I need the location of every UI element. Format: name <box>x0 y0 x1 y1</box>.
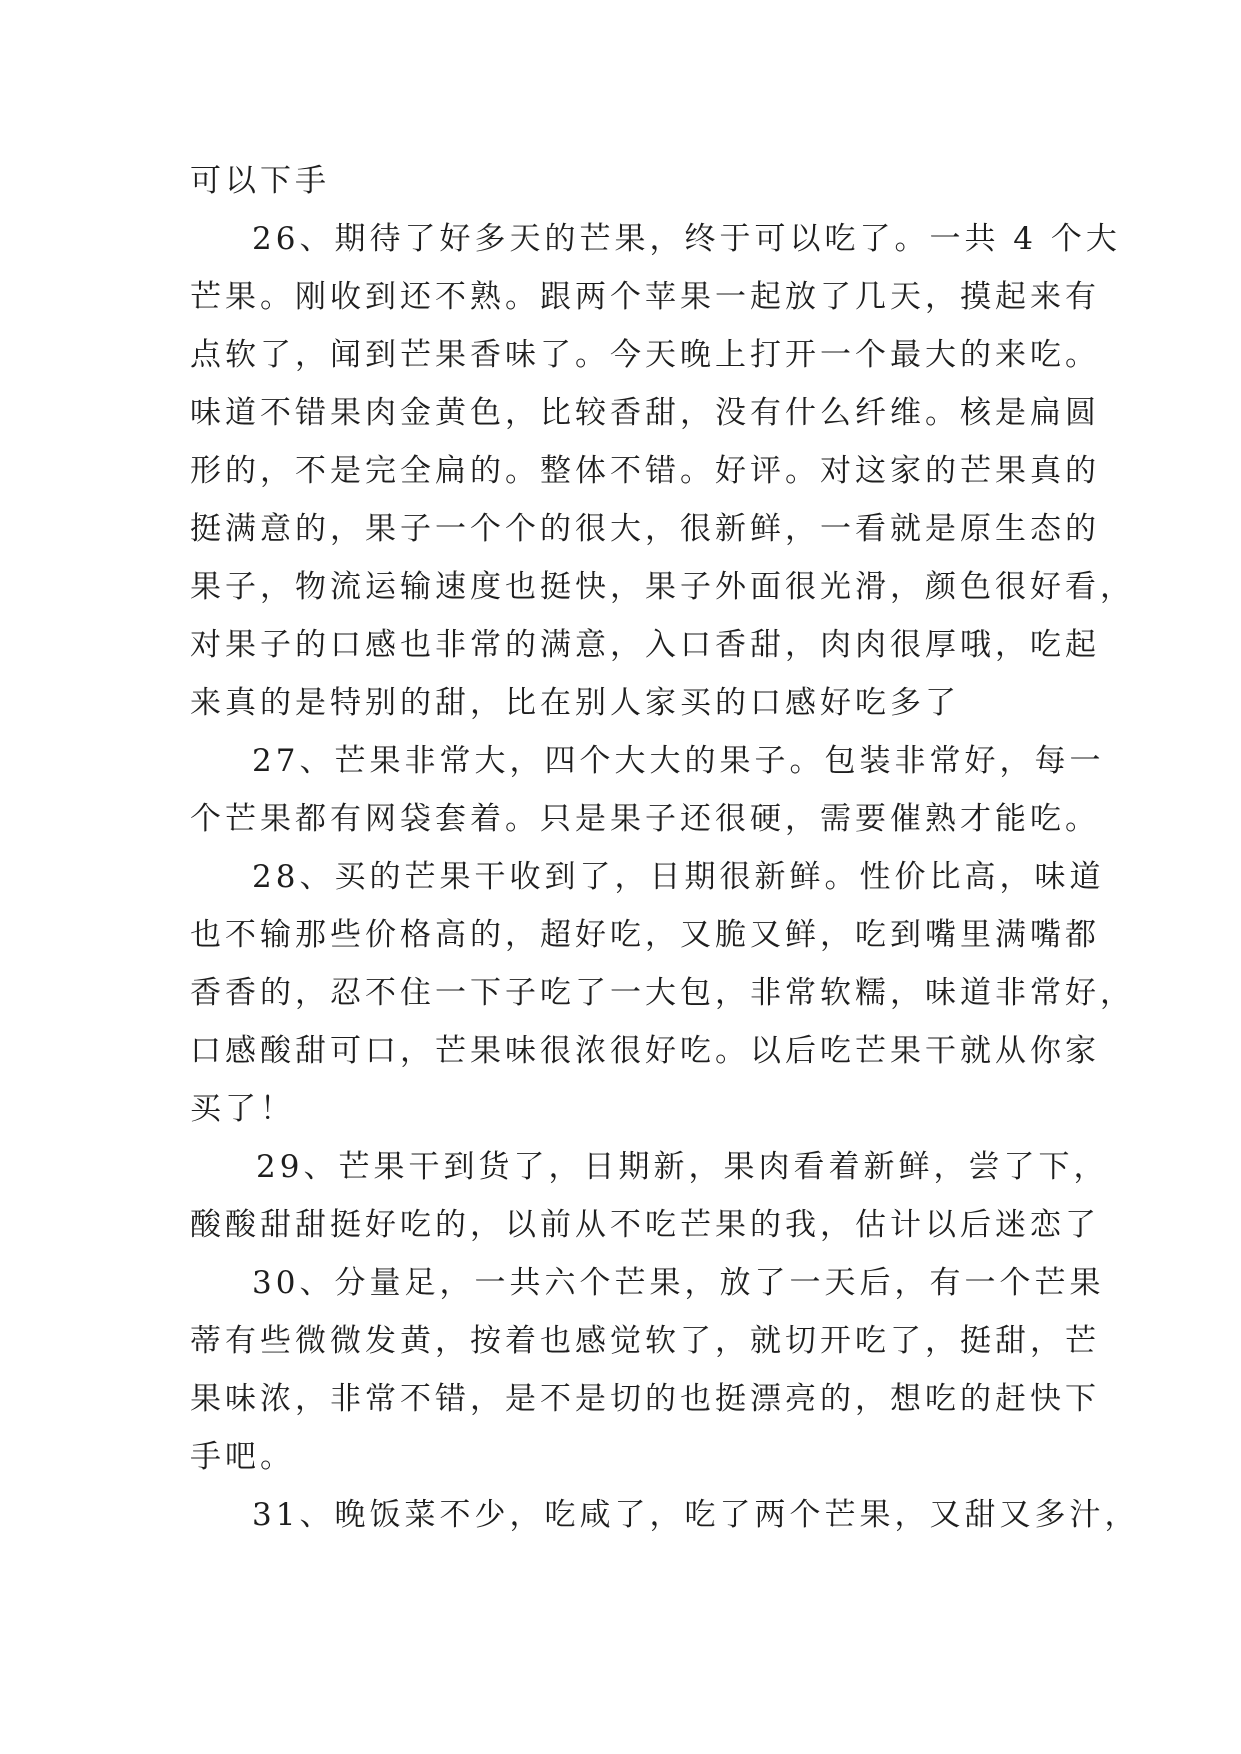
text-line: 形的，不是完全扁的。整体不错。好评。对这家的芒果真的 <box>190 453 1100 489</box>
text-line: 酸酸甜甜挺好吃的，以前从不吃芒果的我，估计以后迷恋了 <box>190 1207 1100 1243</box>
document-body <box>190 152 1140 1544</box>
text-line: 30、分量足，一共六个芒果，放了一天后，有一个芒果 <box>252 1265 1105 1301</box>
text-line: 也不输那些价格高的，超好吃，又脆又鲜，吃到嘴里满嘴都 <box>190 917 1100 953</box>
text-line: 可以下手 <box>190 163 330 199</box>
text-line: 味道不错果肉金黄色，比较香甜，没有什么纤维。核是扁圆 <box>190 395 1100 431</box>
text-line: 31、晚饭菜不少，吃咸了，吃了两个芒果，又甜又多汁， <box>252 1497 1140 1533</box>
text-line: 口感酸甜可口，芒果味很浓很好吃。以后吃芒果干就从你家 <box>190 1033 1100 1069</box>
text-line: 26、期待了好多天的芒果，终于可以吃了。一共 4 个大 <box>252 221 1121 257</box>
text-line: 28、买的芒果干收到了，日期很新鲜。性价比高，味道 <box>252 859 1105 895</box>
text-line: 果子，物流运输速度也挺快，果子外面很光滑，颜色很好看， <box>190 569 1135 605</box>
text-line: 挺满意的，果子一个个的很大，很新鲜，一看就是原生态的 <box>190 511 1100 547</box>
text-line: 点软了，闻到芒果香味了。今天晚上打开一个最大的来吃。 <box>190 337 1100 373</box>
text-line: 来真的是特别的甜，比在别人家买的口感好吃多了 <box>190 685 960 721</box>
text-line: 个芒果都有网袋套着。只是果子还很硬，需要催熟才能吃。 <box>190 801 1100 837</box>
text-line: 27、芒果非常大，四个大大的果子。包装非常好，每一 <box>252 743 1105 779</box>
text-line: 对果子的口感也非常的满意，入口香甜，肉肉很厚哦，吃起 <box>190 627 1100 663</box>
text-line: 果味浓，非常不错，是不是切的也挺漂亮的，想吃的赶快下 <box>190 1381 1100 1417</box>
text-line: 买了！ <box>190 1091 295 1127</box>
text-line: 香香的，忍不住一下子吃了一大包，非常软糯，味道非常好， <box>190 975 1135 1011</box>
text-line: 手吧。 <box>190 1439 295 1475</box>
text-line: 29、芒果干到货了，日期新，果肉看着新鲜，尝了下， <box>256 1149 1109 1185</box>
text-line: 芒果。刚收到还不熟。跟两个苹果一起放了几天，摸起来有 <box>190 279 1100 315</box>
text-line: 蒂有些微微发黄，按着也感觉软了，就切开吃了，挺甜，芒 <box>190 1323 1100 1359</box>
